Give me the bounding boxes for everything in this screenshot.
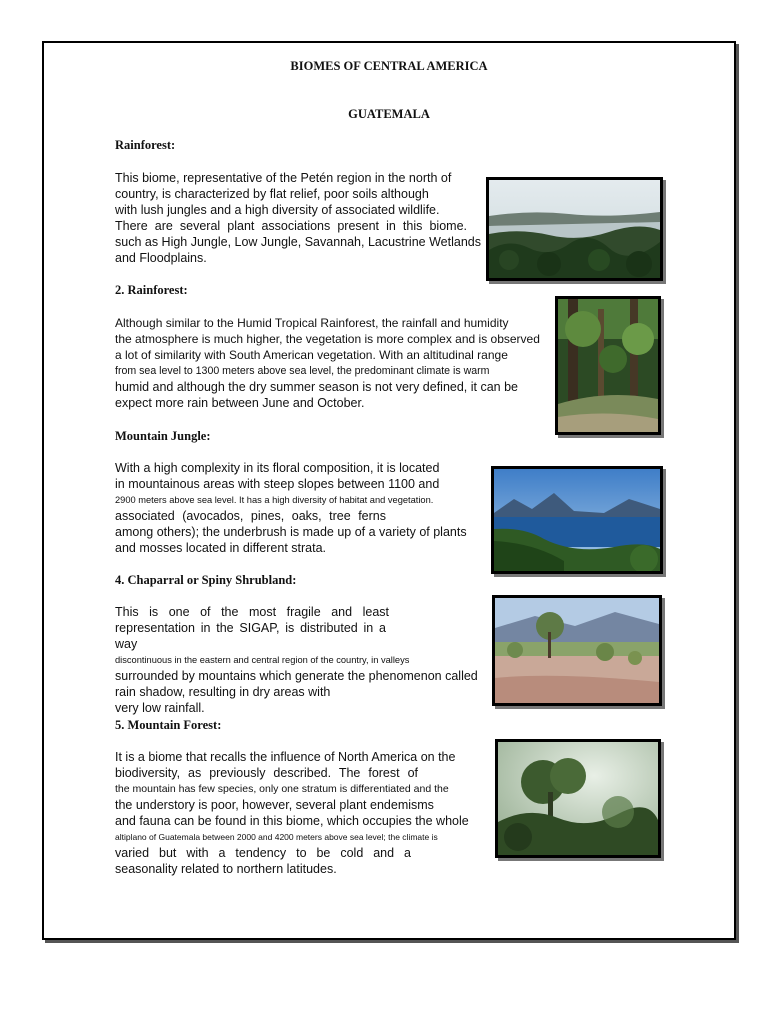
section-heading-mountain-forest: 5. Mountain Forest: — [115, 718, 222, 732]
section-body-rainforest-2 — [115, 315, 545, 411]
text-line: surrounded by mountains which generate the phenomenon called — [115, 669, 478, 683]
text-line: with lush jungles and a high diversity of associated wildlife. — [115, 203, 440, 217]
text-line: humid and although the dry summer season is not very defined, it can be — [115, 380, 519, 394]
photo-humid-forest — [555, 296, 661, 435]
text-line: With a high complexity in its floral composition, it is located — [115, 461, 440, 475]
text-line: among others); the underbrush is made up of a variety of plants — [115, 525, 467, 539]
section-body-chaparral — [115, 604, 515, 716]
country-heading: GUATEMALA — [348, 107, 430, 121]
text-line: very low rainfall. — [115, 701, 205, 715]
text-line: It is a biome that recalls the influence of North America on the — [115, 750, 456, 764]
text-line: associated (avocados, pines, oaks, tree ferns — [115, 509, 386, 523]
photo-dry-shrubland — [492, 595, 662, 706]
text-line: and Floodplains. — [115, 251, 207, 265]
section-body-mountain-forest — [115, 749, 495, 877]
text-line: and fauna can be found in this biome, which occupies the whole — [115, 814, 469, 828]
text-line: discontinuous in the eastern and central region of the country, in valleys — [115, 655, 410, 665]
text-line: 2900 meters above sea level. It has a high diversity of habitat and vegetation. — [115, 495, 434, 505]
text-line: the atmosphere is much higher, the vegetation is more complex and is observed — [115, 332, 540, 346]
text-line: seasonality related to northern latitudes. — [115, 862, 337, 876]
document-title: BIOMES OF CENTRAL AMERICA — [290, 59, 488, 73]
section-heading-chaparral: 4. Chaparral or Spiny Shrubland: — [115, 573, 297, 587]
text-line: country, is characterized by flat relief, poor soils although — [115, 187, 429, 201]
text-line: This is one of the most fragile and least — [115, 605, 389, 619]
text-line: biodiversity, as previously described. The forest of — [115, 766, 418, 780]
text-line: There are several plant associations present in this biome. — [115, 219, 467, 233]
text-line: varied but with a tendency to be cold and a — [115, 846, 411, 860]
photo-rainforest-lake — [486, 177, 663, 281]
text-line: rain shadow, resulting in dry areas with — [115, 685, 331, 699]
photo-mountain-lake — [491, 466, 663, 574]
text-line: altiplano of Guatemala between 2000 and 4200 meters above sea level; the climate is — [115, 832, 438, 842]
text-line: from sea level to 1300 meters above sea level, the predominant climate is warm — [115, 365, 490, 377]
text-line: such as High Jungle, Low Jungle, Savannah, Lacustrine Wetlands — [115, 235, 481, 249]
section-heading-rainforest: Rainforest: — [115, 138, 176, 152]
text-line: the mountain has few species, only one stratum is differentiated and the — [115, 783, 449, 795]
text-line: and mosses located in different strata. — [115, 541, 326, 555]
text-line: a lot of similarity with South American vegetation. With an altitudinal range — [115, 348, 508, 362]
section-body-rainforest — [115, 170, 485, 266]
text-line: expect more rain between June and October. — [115, 396, 365, 410]
section-body-mountain-jungle — [115, 460, 515, 556]
text-line: representation in the SIGAP, is distributed in a way — [115, 621, 386, 651]
text-line: in mountainous areas with steep slopes between 1100 and — [115, 477, 440, 491]
text-line: This biome, representative of the Petén region in the north of — [115, 171, 452, 185]
document-page — [42, 41, 736, 940]
photo-cloud-forest — [495, 739, 661, 858]
section-heading-mountain-jungle: Mountain Jungle: — [115, 429, 211, 443]
section-heading-rainforest-2: 2. Rainforest: — [115, 283, 188, 297]
text-line: the understory is poor, however, several plant endemisms — [115, 798, 434, 812]
text-line: Although similar to the Humid Tropical Rainforest, the rainfall and humidity — [115, 316, 509, 330]
